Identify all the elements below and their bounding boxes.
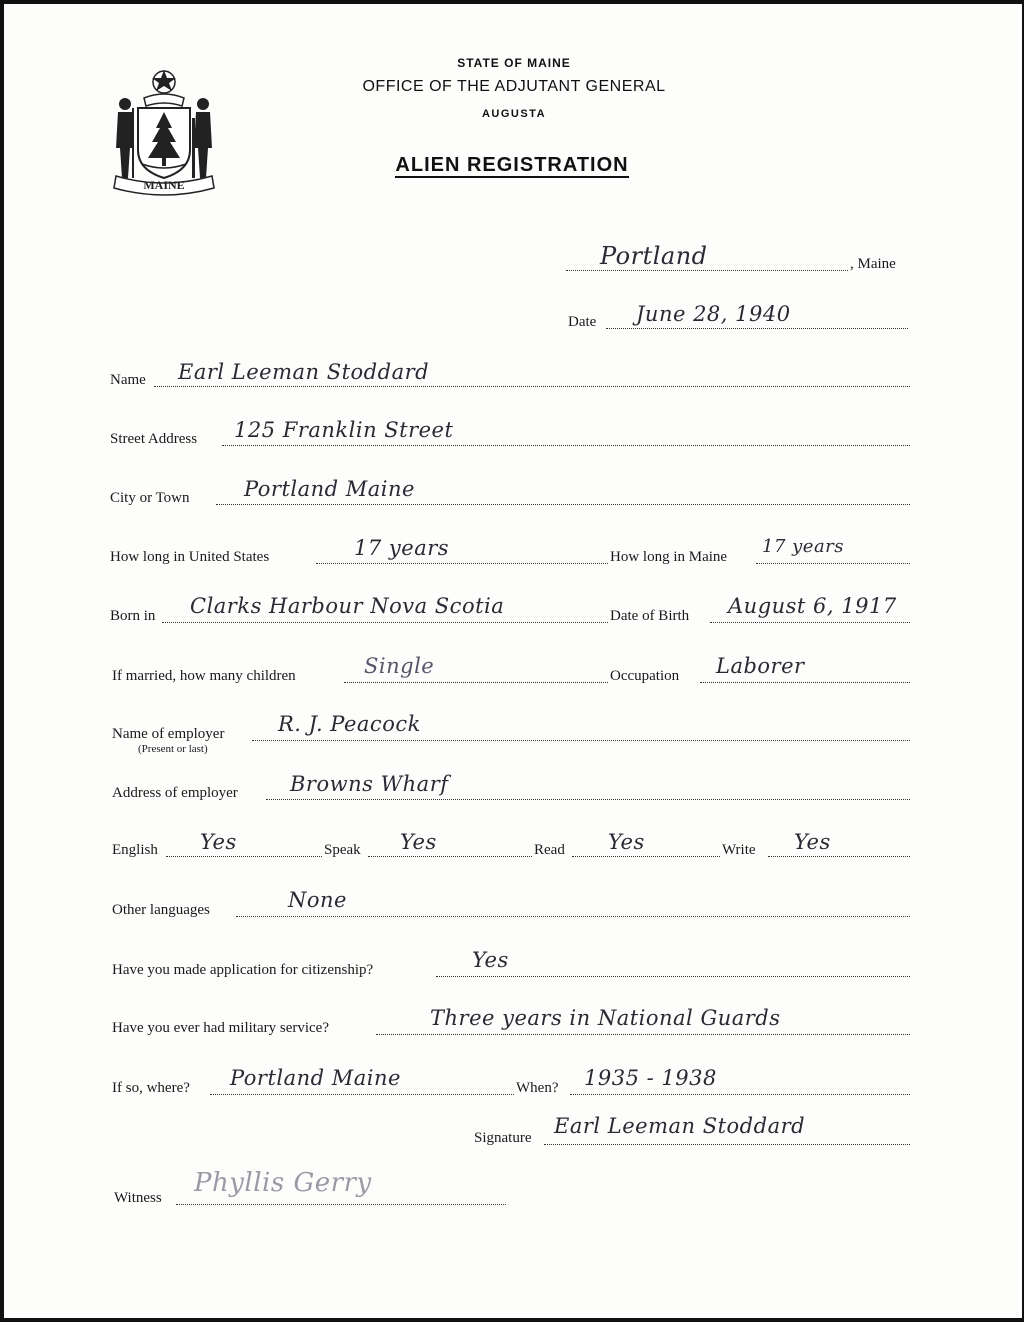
maine-label: How long in Maine xyxy=(610,549,728,565)
maine-state-seal-icon xyxy=(108,68,220,198)
city-label: City or Town xyxy=(110,490,190,506)
occupation-line xyxy=(700,682,910,683)
occupation-label: Occupation xyxy=(610,668,680,684)
name-value: Earl Leeman Stoddard xyxy=(178,360,430,384)
born-value: Clarks Harbour Nova Scotia xyxy=(190,594,505,618)
other-languages-label: Other languages xyxy=(112,902,210,918)
name-line xyxy=(154,386,910,387)
street-label: Street Address xyxy=(110,431,198,447)
location-value: Portland xyxy=(600,242,708,270)
english-line xyxy=(166,856,322,857)
dob-value: August 6, 1917 xyxy=(728,594,897,618)
maine-line xyxy=(756,563,910,564)
children-label: If married, how many children xyxy=(112,668,296,684)
where-line xyxy=(210,1094,514,1095)
other-languages-line xyxy=(236,916,910,917)
when-value: 1935 - 1938 xyxy=(584,1066,717,1090)
seal-banner-text: MAINE xyxy=(143,178,185,192)
read-value: Yes xyxy=(608,830,645,854)
employer-label: Name of employer xyxy=(112,726,225,742)
speak-value: Yes xyxy=(400,830,437,854)
employer-address-label: Address of employer xyxy=(112,785,238,801)
write-value: Yes xyxy=(794,830,831,854)
location-line xyxy=(566,270,848,271)
other-languages-value: None xyxy=(288,888,347,912)
employer-value: R. J. Peacock xyxy=(278,712,421,736)
english-label: English xyxy=(112,842,158,858)
employer-line xyxy=(252,740,910,741)
office-heading: OFFICE OF THE ADJUTANT GENERAL xyxy=(362,78,666,95)
maine-value: 17 years xyxy=(762,536,845,557)
write-label: Write xyxy=(722,842,756,858)
witness-label: Witness xyxy=(114,1190,162,1206)
citizenship-value: Yes xyxy=(472,948,509,972)
witness-value: Phyllis Gerry xyxy=(194,1168,372,1198)
read-line xyxy=(572,856,720,857)
signature-label: Signature xyxy=(474,1130,532,1146)
when-label: When? xyxy=(516,1080,559,1096)
us-value: 17 years xyxy=(354,536,450,560)
name-label: Name xyxy=(110,372,146,388)
form-title: ALIEN REGISTRATION xyxy=(395,154,629,176)
military-value: Three years in National Guards xyxy=(430,1006,781,1030)
occupation-value: Laborer xyxy=(716,654,805,678)
dob-line xyxy=(710,622,910,623)
speak-line xyxy=(368,856,532,857)
street-line xyxy=(222,445,910,446)
employer-sublabel: (Present or last) xyxy=(138,743,208,755)
born-label: Born in xyxy=(110,608,156,624)
street-value: 125 Franklin Street xyxy=(234,418,454,442)
children-value: Single xyxy=(364,654,435,678)
signature-line xyxy=(544,1144,910,1145)
speak-label: Speak xyxy=(324,842,361,858)
city-value: Portland Maine xyxy=(244,477,415,501)
born-line xyxy=(162,622,608,623)
where-value: Portland Maine xyxy=(230,1066,401,1090)
date-label: Date xyxy=(568,314,597,330)
state-heading: STATE OF MAINE xyxy=(457,56,571,70)
citizenship-label: Have you made application for citizenship? xyxy=(112,962,374,978)
read-label: Read xyxy=(534,842,565,858)
military-label: Have you ever had military service? xyxy=(112,1020,329,1036)
city-line xyxy=(216,504,910,505)
children-line xyxy=(344,682,608,683)
location-suffix: , Maine xyxy=(850,256,896,272)
signature-value: Earl Leeman Stoddard xyxy=(554,1114,806,1138)
witness-line xyxy=(176,1204,506,1205)
where-label: If so, where? xyxy=(112,1080,190,1096)
citizenship-line xyxy=(436,976,910,977)
employer-address-line xyxy=(266,799,910,800)
date-value: June 28, 1940 xyxy=(636,302,791,326)
when-line xyxy=(570,1094,910,1095)
write-line xyxy=(768,856,910,857)
us-line xyxy=(316,563,608,564)
date-line xyxy=(606,328,908,329)
military-line xyxy=(376,1034,910,1035)
english-value: Yes xyxy=(200,830,237,854)
us-label: How long in United States xyxy=(110,549,270,565)
dob-label: Date of Birth xyxy=(610,608,690,624)
employer-address-value: Browns Wharf xyxy=(290,772,449,796)
city-heading: AUGUSTA xyxy=(481,108,547,120)
